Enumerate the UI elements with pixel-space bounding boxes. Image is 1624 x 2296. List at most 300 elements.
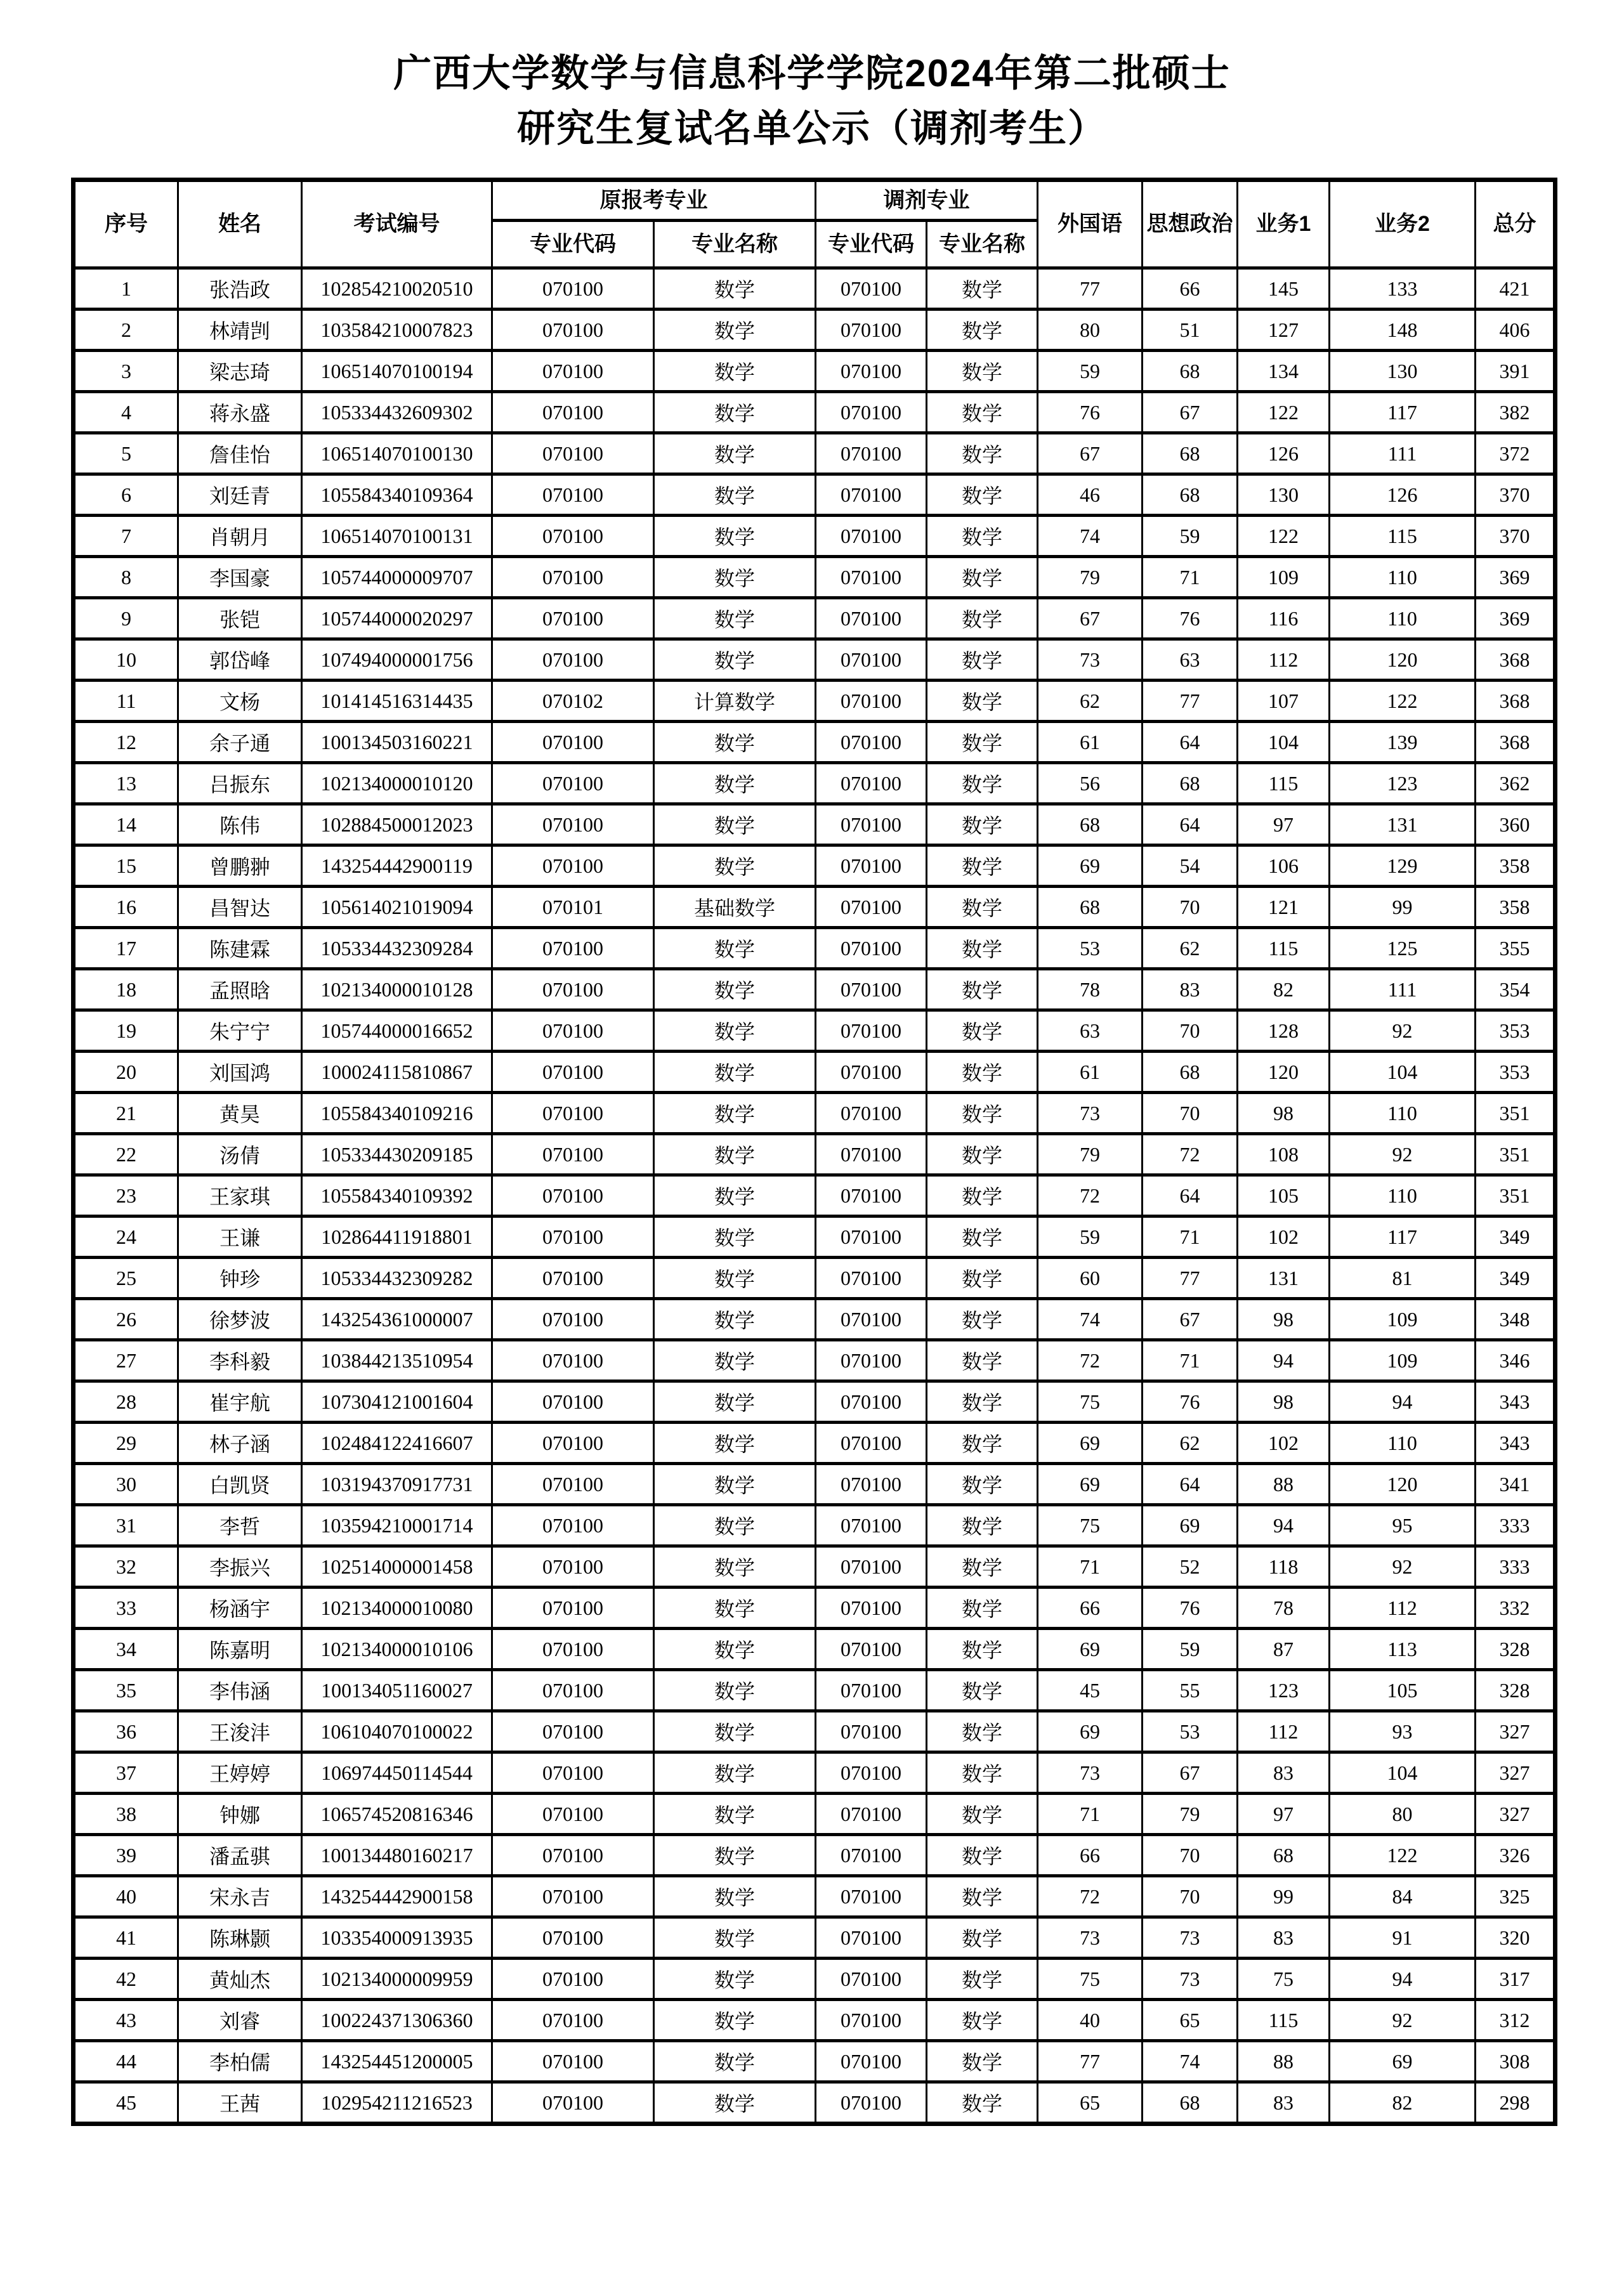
cell-adjusted-major-name: 数学 (927, 969, 1038, 1010)
cell-foreign-language: 67 (1038, 598, 1143, 639)
cell-total: 370 (1476, 516, 1555, 557)
cell-subject1: 106 (1238, 845, 1330, 887)
cell-original-major-code: 070100 (492, 1670, 654, 1711)
cell-exam-no: 105614021019094 (302, 887, 492, 928)
cell-original-major-code: 070100 (492, 1629, 654, 1670)
cell-name: 文杨 (178, 681, 302, 722)
cell-total: 360 (1476, 804, 1555, 845)
cell-politics: 73 (1143, 1917, 1238, 1959)
cell-total: 317 (1476, 1959, 1555, 2000)
cell-politics: 55 (1143, 1670, 1238, 1711)
cell-total: 326 (1476, 1835, 1555, 1876)
cell-politics: 70 (1143, 1876, 1238, 1917)
cell-adjusted-major-code: 070100 (816, 1093, 927, 1134)
table-row (74, 1959, 1555, 2000)
cell-adjusted-major-code: 070100 (816, 1752, 927, 1794)
cell-original-major-name: 数学 (654, 1340, 816, 1381)
cell-exam-no: 102864411918801 (302, 1216, 492, 1258)
candidate-roster-table (71, 178, 1557, 2126)
cell-foreign-language: 79 (1038, 557, 1143, 598)
cell-original-major-name: 数学 (654, 763, 816, 804)
cell-exam-no: 105334432309284 (302, 928, 492, 969)
cell-index: 32 (74, 1546, 178, 1588)
cell-name: 张浩政 (178, 268, 302, 310)
cell-index: 29 (74, 1423, 178, 1464)
cell-politics: 72 (1143, 1134, 1238, 1175)
cell-original-major-code: 070100 (492, 351, 654, 392)
table-body (74, 268, 1555, 2124)
cell-original-major-code: 070100 (492, 1876, 654, 1917)
cell-adjusted-major-code: 070100 (816, 392, 927, 433)
cell-exam-no: 107494000001756 (302, 639, 492, 681)
cell-exam-no: 100134503160221 (302, 722, 492, 763)
cell-original-major-code: 070100 (492, 598, 654, 639)
cell-subject2: 126 (1330, 474, 1476, 516)
cell-exam-no: 105584340109392 (302, 1175, 492, 1216)
cell-adjusted-major-code: 070100 (816, 681, 927, 722)
cell-adjusted-major-code: 070100 (816, 1216, 927, 1258)
cell-politics: 70 (1143, 1835, 1238, 1876)
cell-name: 朱宁宁 (178, 1010, 302, 1052)
cell-name: 徐梦波 (178, 1299, 302, 1340)
cell-total: 332 (1476, 1588, 1555, 1629)
cell-adjusted-major-name: 数学 (927, 310, 1038, 351)
cell-total: 391 (1476, 351, 1555, 392)
cell-name: 黄昊 (178, 1093, 302, 1134)
cell-adjusted-major-name: 数学 (927, 2041, 1038, 2082)
cell-original-major-code: 070100 (492, 1134, 654, 1175)
cell-politics: 77 (1143, 1258, 1238, 1299)
cell-adjusted-major-name: 数学 (927, 474, 1038, 516)
cell-subject2: 92 (1330, 2000, 1476, 2041)
cell-adjusted-major-name: 数学 (927, 681, 1038, 722)
cell-subject2: 110 (1330, 1423, 1476, 1464)
cell-adjusted-major-name: 数学 (927, 598, 1038, 639)
cell-exam-no: 100134051160027 (302, 1670, 492, 1711)
cell-original-major-code: 070100 (492, 392, 654, 433)
cell-adjusted-major-code: 070100 (816, 2041, 927, 2082)
cell-exam-no: 102884500012023 (302, 804, 492, 845)
cell-subject2: 92 (1330, 1010, 1476, 1052)
cell-total: 341 (1476, 1464, 1555, 1505)
cell-adjusted-major-name: 数学 (927, 1010, 1038, 1052)
cell-original-major-name: 数学 (654, 1752, 816, 1794)
cell-total: 421 (1476, 268, 1555, 310)
cell-index: 19 (74, 1010, 178, 1052)
cell-subject2: 148 (1330, 310, 1476, 351)
cell-original-major-code: 070100 (492, 1546, 654, 1588)
cell-total: 369 (1476, 557, 1555, 598)
cell-index: 1 (74, 268, 178, 310)
cell-original-major-name: 数学 (654, 1381, 816, 1423)
cell-subject1: 134 (1238, 351, 1330, 392)
col-header-adjusted-major-code: 专业代码 (816, 221, 927, 268)
cell-exam-no: 106974450114544 (302, 1752, 492, 1794)
cell-original-major-code: 070100 (492, 1711, 654, 1752)
table-row (74, 1381, 1555, 1423)
cell-politics: 67 (1143, 1299, 1238, 1340)
cell-original-major-name: 数学 (654, 928, 816, 969)
cell-total: 382 (1476, 392, 1555, 433)
cell-original-major-name: 数学 (654, 804, 816, 845)
cell-politics: 73 (1143, 1959, 1238, 2000)
cell-name: 宋永吉 (178, 1876, 302, 1917)
cell-name: 林靖剀 (178, 310, 302, 351)
cell-original-major-code: 070102 (492, 681, 654, 722)
cell-foreign-language: 72 (1038, 1175, 1143, 1216)
cell-name: 王谦 (178, 1216, 302, 1258)
cell-subject1: 83 (1238, 1917, 1330, 1959)
cell-exam-no: 102134000010120 (302, 763, 492, 804)
cell-name: 钟珍 (178, 1258, 302, 1299)
cell-adjusted-major-code: 070100 (816, 1423, 927, 1464)
cell-subject1: 94 (1238, 1340, 1330, 1381)
cell-politics: 64 (1143, 722, 1238, 763)
cell-adjusted-major-code: 070100 (816, 310, 927, 351)
cell-subject1: 122 (1238, 516, 1330, 557)
cell-foreign-language: 60 (1038, 1258, 1143, 1299)
cell-total: 320 (1476, 1917, 1555, 1959)
cell-exam-no: 105744000009707 (302, 557, 492, 598)
cell-subject2: 84 (1330, 1876, 1476, 1917)
cell-index: 22 (74, 1134, 178, 1175)
cell-foreign-language: 74 (1038, 1299, 1143, 1340)
cell-exam-no: 102134000010106 (302, 1629, 492, 1670)
cell-exam-no: 102134000010080 (302, 1588, 492, 1629)
cell-subject2: 110 (1330, 1175, 1476, 1216)
cell-index: 16 (74, 887, 178, 928)
cell-subject1: 83 (1238, 2082, 1330, 2124)
cell-index: 9 (74, 598, 178, 639)
cell-subject1: 127 (1238, 310, 1330, 351)
cell-original-major-code: 070100 (492, 268, 654, 310)
cell-name: 汤倩 (178, 1134, 302, 1175)
cell-total: 370 (1476, 474, 1555, 516)
cell-politics: 64 (1143, 804, 1238, 845)
cell-name: 李科毅 (178, 1340, 302, 1381)
table-row (74, 1588, 1555, 1629)
cell-foreign-language: 56 (1038, 763, 1143, 804)
cell-total: 362 (1476, 763, 1555, 804)
cell-exam-no: 106514070100194 (302, 351, 492, 392)
cell-name: 郭岱峰 (178, 639, 302, 681)
cell-subject1: 102 (1238, 1423, 1330, 1464)
cell-original-major-name: 数学 (654, 2000, 816, 2041)
cell-foreign-language: 74 (1038, 516, 1143, 557)
cell-original-major-code: 070100 (492, 1216, 654, 1258)
cell-foreign-language: 61 (1038, 1052, 1143, 1093)
cell-subject2: 129 (1330, 845, 1476, 887)
table-row (74, 1629, 1555, 1670)
cell-adjusted-major-name: 数学 (927, 1794, 1038, 1835)
cell-original-major-code: 070100 (492, 1917, 654, 1959)
col-header-original-major-name: 专业名称 (654, 221, 816, 268)
cell-original-major-code: 070100 (492, 1052, 654, 1093)
cell-index: 2 (74, 310, 178, 351)
cell-adjusted-major-name: 数学 (927, 1505, 1038, 1546)
table-row (74, 969, 1555, 1010)
cell-index: 28 (74, 1381, 178, 1423)
cell-adjusted-major-code: 070100 (816, 1052, 927, 1093)
cell-politics: 67 (1143, 1752, 1238, 1794)
cell-original-major-code: 070100 (492, 722, 654, 763)
cell-politics: 83 (1143, 969, 1238, 1010)
cell-original-major-name: 数学 (654, 1588, 816, 1629)
col-header-original-major-code: 专业代码 (492, 221, 654, 268)
cell-exam-no: 102134000009959 (302, 1959, 492, 2000)
cell-adjusted-major-code: 070100 (816, 1381, 927, 1423)
table-row (74, 1052, 1555, 1093)
table-row (74, 2000, 1555, 2041)
cell-original-major-name: 数学 (654, 1711, 816, 1752)
cell-adjusted-major-name: 数学 (927, 1670, 1038, 1711)
cell-original-major-code: 070100 (492, 804, 654, 845)
cell-name: 曾鹏翀 (178, 845, 302, 887)
cell-politics: 59 (1143, 1629, 1238, 1670)
cell-adjusted-major-name: 数学 (927, 1299, 1038, 1340)
cell-politics: 68 (1143, 474, 1238, 516)
cell-total: 368 (1476, 681, 1555, 722)
cell-politics: 69 (1143, 1505, 1238, 1546)
cell-subject2: 110 (1330, 1093, 1476, 1134)
cell-total: 346 (1476, 1340, 1555, 1381)
cell-index: 12 (74, 722, 178, 763)
table-row (74, 1175, 1555, 1216)
table-row (74, 722, 1555, 763)
table-row (74, 474, 1555, 516)
cell-total: 327 (1476, 1711, 1555, 1752)
cell-politics: 70 (1143, 887, 1238, 928)
cell-index: 6 (74, 474, 178, 516)
cell-subject2: 115 (1330, 516, 1476, 557)
cell-adjusted-major-name: 数学 (927, 557, 1038, 598)
cell-name: 刘廷青 (178, 474, 302, 516)
cell-subject2: 110 (1330, 598, 1476, 639)
table-row (74, 1340, 1555, 1381)
cell-exam-no: 105744000020297 (302, 598, 492, 639)
table-row (74, 268, 1555, 310)
cell-foreign-language: 63 (1038, 1010, 1143, 1052)
table-row (74, 845, 1555, 887)
cell-name: 吕振东 (178, 763, 302, 804)
cell-exam-no: 101414516314435 (302, 681, 492, 722)
cell-subject1: 88 (1238, 1464, 1330, 1505)
cell-politics: 70 (1143, 1093, 1238, 1134)
cell-subject2: 130 (1330, 351, 1476, 392)
cell-index: 33 (74, 1588, 178, 1629)
cell-original-major-code: 070100 (492, 1299, 654, 1340)
cell-index: 36 (74, 1711, 178, 1752)
cell-index: 25 (74, 1258, 178, 1299)
cell-total: 349 (1476, 1216, 1555, 1258)
cell-name: 陈伟 (178, 804, 302, 845)
cell-original-major-code: 070100 (492, 1381, 654, 1423)
title-line-1: 广西大学数学与信息科学学院2024年第二批硕士 (393, 52, 1231, 95)
cell-politics: 70 (1143, 1010, 1238, 1052)
cell-original-major-name: 数学 (654, 598, 816, 639)
col-header-total: 总分 (1476, 180, 1555, 268)
cell-adjusted-major-code: 070100 (816, 1959, 927, 2000)
cell-original-major-name: 数学 (654, 1505, 816, 1546)
cell-name: 钟娜 (178, 1794, 302, 1835)
cell-subject2: 113 (1330, 1629, 1476, 1670)
cell-adjusted-major-name: 数学 (927, 2082, 1038, 2124)
cell-original-major-code: 070100 (492, 474, 654, 516)
cell-subject1: 115 (1238, 763, 1330, 804)
table-row (74, 1093, 1555, 1134)
cell-politics: 54 (1143, 845, 1238, 887)
cell-adjusted-major-code: 070100 (816, 1588, 927, 1629)
table-row (74, 1299, 1555, 1340)
cell-subject1: 107 (1238, 681, 1330, 722)
cell-adjusted-major-code: 070100 (816, 1835, 927, 1876)
cell-adjusted-major-code: 070100 (816, 804, 927, 845)
cell-original-major-code: 070100 (492, 1794, 654, 1835)
cell-original-major-code: 070100 (492, 557, 654, 598)
cell-politics: 66 (1143, 268, 1238, 310)
cell-original-major-name: 数学 (654, 557, 816, 598)
cell-adjusted-major-name: 数学 (927, 928, 1038, 969)
cell-subject1: 120 (1238, 1052, 1330, 1093)
cell-adjusted-major-code: 070100 (816, 969, 927, 1010)
cell-exam-no: 107304121001604 (302, 1381, 492, 1423)
cell-subject2: 117 (1330, 1216, 1476, 1258)
cell-foreign-language: 71 (1038, 1794, 1143, 1835)
cell-index: 5 (74, 433, 178, 474)
cell-index: 30 (74, 1464, 178, 1505)
cell-subject2: 92 (1330, 1546, 1476, 1588)
col-header-subject2: 业务2 (1330, 180, 1476, 268)
cell-name: 詹佳怡 (178, 433, 302, 474)
cell-subject1: 104 (1238, 722, 1330, 763)
table-row (74, 433, 1555, 474)
cell-subject2: 111 (1330, 433, 1476, 474)
cell-original-major-code: 070100 (492, 639, 654, 681)
cell-original-major-name: 数学 (654, 845, 816, 887)
cell-total: 406 (1476, 310, 1555, 351)
cell-subject1: 112 (1238, 639, 1330, 681)
cell-name: 李柏儒 (178, 2041, 302, 2082)
cell-politics: 65 (1143, 2000, 1238, 2041)
cell-index: 14 (74, 804, 178, 845)
table-row (74, 310, 1555, 351)
cell-total: 312 (1476, 2000, 1555, 2041)
col-header-politics: 思想政治 (1143, 180, 1238, 268)
col-header-name: 姓名 (178, 180, 302, 268)
cell-index: 3 (74, 351, 178, 392)
cell-index: 24 (74, 1216, 178, 1258)
cell-foreign-language: 72 (1038, 1876, 1143, 1917)
cell-total: 308 (1476, 2041, 1555, 2082)
cell-original-major-code: 070100 (492, 1588, 654, 1629)
cell-foreign-language: 75 (1038, 1381, 1143, 1423)
table-row (74, 351, 1555, 392)
table-row (74, 1876, 1555, 1917)
cell-original-major-code: 070100 (492, 1258, 654, 1299)
cell-original-major-code: 070100 (492, 2082, 654, 2124)
cell-subject2: 112 (1330, 1588, 1476, 1629)
table-row (74, 1134, 1555, 1175)
cell-adjusted-major-code: 070100 (816, 1794, 927, 1835)
table-row (74, 1835, 1555, 1876)
cell-foreign-language: 59 (1038, 351, 1143, 392)
table-row (74, 1010, 1555, 1052)
cell-original-major-name: 数学 (654, 1093, 816, 1134)
cell-adjusted-major-code: 070100 (816, 1010, 927, 1052)
cell-foreign-language: 69 (1038, 1711, 1143, 1752)
cell-subject1: 109 (1238, 557, 1330, 598)
cell-foreign-language: 73 (1038, 1917, 1143, 1959)
cell-politics: 68 (1143, 1052, 1238, 1093)
cell-subject2: 95 (1330, 1505, 1476, 1546)
cell-subject1: 94 (1238, 1505, 1330, 1546)
cell-subject1: 112 (1238, 1711, 1330, 1752)
cell-total: 354 (1476, 969, 1555, 1010)
table-row (74, 639, 1555, 681)
cell-subject1: 98 (1238, 1381, 1330, 1423)
table-row (74, 1216, 1555, 1258)
cell-foreign-language: 45 (1038, 1670, 1143, 1711)
cell-index: 15 (74, 845, 178, 887)
table-row (74, 1794, 1555, 1835)
cell-adjusted-major-name: 数学 (927, 433, 1038, 474)
cell-index: 38 (74, 1794, 178, 1835)
cell-name: 肖朝月 (178, 516, 302, 557)
cell-subject1: 130 (1238, 474, 1330, 516)
cell-politics: 64 (1143, 1175, 1238, 1216)
cell-adjusted-major-code: 070100 (816, 1546, 927, 1588)
cell-original-major-code: 070100 (492, 1835, 654, 1876)
cell-total: 348 (1476, 1299, 1555, 1340)
cell-index: 37 (74, 1752, 178, 1794)
cell-total: 353 (1476, 1010, 1555, 1052)
cell-subject1: 88 (1238, 2041, 1330, 2082)
table-row (74, 1752, 1555, 1794)
cell-subject2: 104 (1330, 1752, 1476, 1794)
cell-adjusted-major-code: 070100 (816, 928, 927, 969)
cell-subject1: 123 (1238, 1670, 1330, 1711)
cell-exam-no: 106514070100131 (302, 516, 492, 557)
cell-politics: 67 (1143, 392, 1238, 433)
cell-adjusted-major-name: 数学 (927, 1258, 1038, 1299)
table-row (74, 1546, 1555, 1588)
cell-foreign-language: 77 (1038, 2041, 1143, 2082)
cell-politics: 68 (1143, 2082, 1238, 2124)
cell-foreign-language: 61 (1038, 722, 1143, 763)
cell-name: 崔宇航 (178, 1381, 302, 1423)
cell-adjusted-major-code: 070100 (816, 1258, 927, 1299)
cell-name: 陈嘉明 (178, 1629, 302, 1670)
cell-adjusted-major-code: 070100 (816, 1340, 927, 1381)
cell-adjusted-major-name: 数学 (927, 1175, 1038, 1216)
cell-exam-no: 103584210007823 (302, 310, 492, 351)
cell-politics: 52 (1143, 1546, 1238, 1588)
cell-index: 17 (74, 928, 178, 969)
cell-subject2: 139 (1330, 722, 1476, 763)
cell-subject1: 78 (1238, 1588, 1330, 1629)
cell-original-major-name: 数学 (654, 1258, 816, 1299)
cell-original-major-code: 070100 (492, 1010, 654, 1052)
cell-subject1: 75 (1238, 1959, 1330, 2000)
cell-exam-no: 106514070100130 (302, 433, 492, 474)
cell-original-major-code: 070100 (492, 2041, 654, 2082)
cell-exam-no: 102484122416607 (302, 1423, 492, 1464)
cell-politics: 74 (1143, 2041, 1238, 2082)
cell-original-major-name: 数学 (654, 1010, 816, 1052)
cell-adjusted-major-name: 数学 (927, 1052, 1038, 1093)
cell-subject2: 133 (1330, 268, 1476, 310)
cell-subject2: 120 (1330, 639, 1476, 681)
